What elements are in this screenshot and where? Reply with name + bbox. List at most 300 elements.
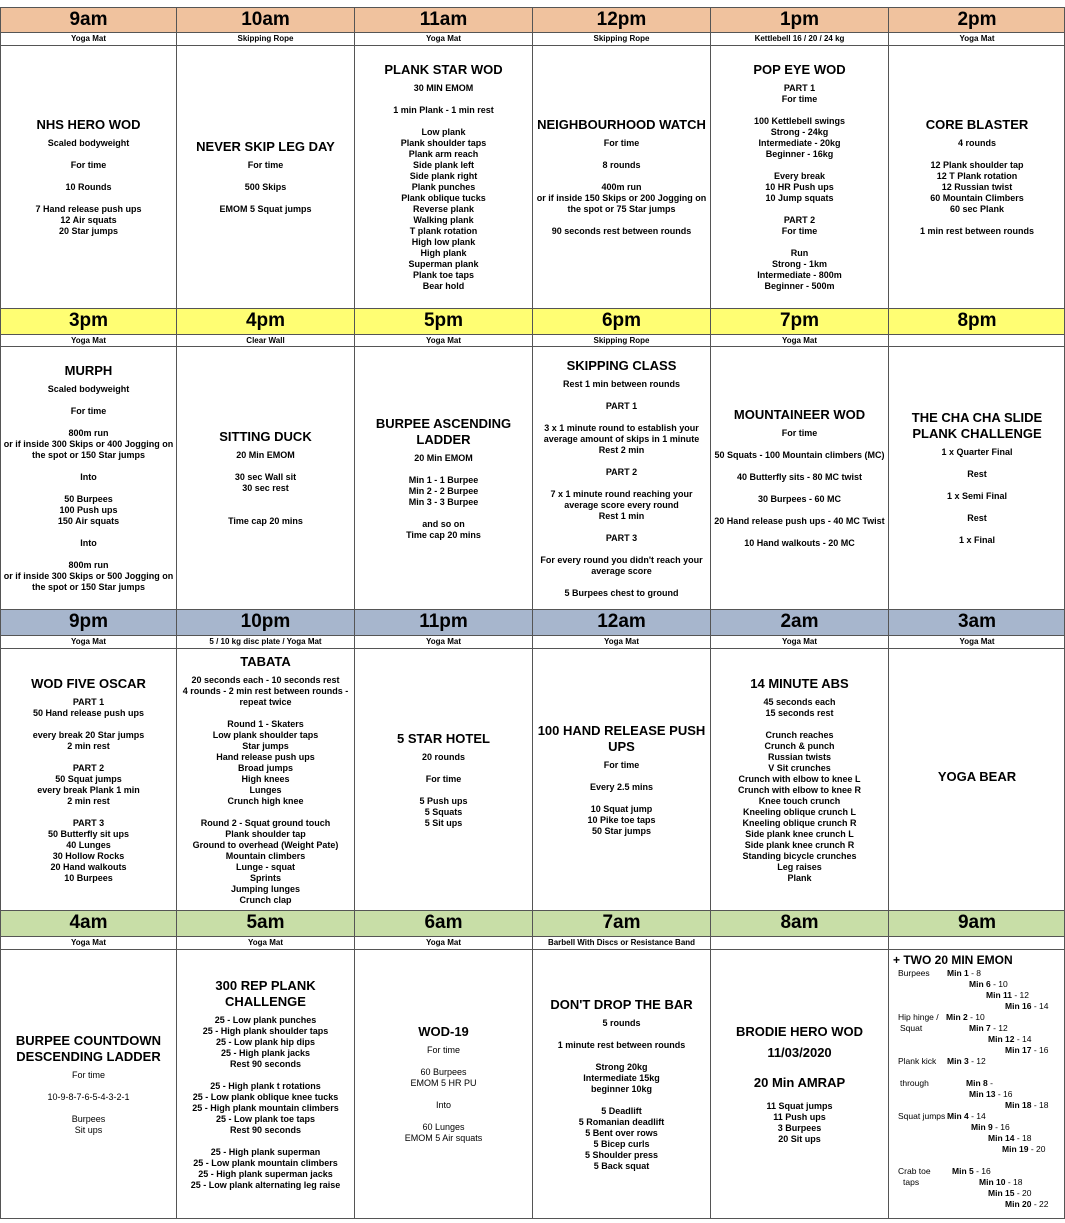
separator: - — [968, 1111, 977, 1121]
equipment-label: Yoga Mat — [888, 32, 1065, 45]
workout-line: EMOM 5 Squat jumps — [219, 204, 312, 214]
workout-line: 15 seconds rest — [765, 707, 834, 718]
workout-line: Broad jumps — [237, 762, 293, 773]
workout-content — [356, 731, 531, 829]
workout-line: Kneeling oblique crunch L — [742, 806, 856, 817]
workout-line: PART 3 — [72, 817, 105, 828]
workout-content — [712, 676, 887, 884]
workout-content — [356, 62, 531, 292]
workout-line: 50 Butterfly sit ups — [47, 828, 130, 839]
workout-line: 5 Romanian deadlift — [578, 1116, 665, 1127]
time-header: 9am — [888, 910, 1065, 936]
spacer — [534, 1095, 709, 1106]
equipment-label: Skipping Rope — [176, 32, 354, 45]
spacer — [356, 1056, 531, 1067]
workout-line: 50 Burpees — [64, 494, 113, 504]
emon-minute — [1005, 1045, 1048, 1055]
emon-minute — [1005, 1100, 1048, 1110]
workout-content — [712, 62, 887, 292]
workout-line: Crunch high knee — [227, 795, 304, 806]
workout-line: 10 Burpees — [64, 872, 113, 883]
emon-minute — [952, 1166, 991, 1176]
workout-line: Crunch clap — [239, 894, 292, 905]
workout-line: Side plank knee crunch R — [744, 839, 855, 850]
workout-line: Low plank — [421, 127, 466, 137]
spacer — [2, 149, 175, 160]
workout-line: Beginner - 16kg — [765, 149, 834, 159]
workout-line: For time — [603, 138, 640, 148]
workout-line: Intermediate 15kg — [583, 1072, 660, 1083]
workout-line: 5 Bent over rows — [585, 1127, 658, 1138]
minute-label: Min 7 — [969, 1023, 991, 1033]
workout-title: SITTING DUCK — [219, 429, 312, 444]
time-header: 3am — [888, 609, 1065, 635]
workout-title: SKIPPING CLASS — [566, 357, 677, 373]
minute-label: Min 19 — [1002, 1144, 1029, 1154]
workout-line: 10 HR Push ups — [765, 182, 834, 192]
spacer — [534, 522, 709, 533]
separator: - — [1014, 1034, 1023, 1044]
spacer — [178, 1136, 353, 1147]
minute-reps: 8 — [976, 968, 982, 978]
workout-line: For time — [781, 94, 818, 104]
spacer — [2, 752, 175, 763]
spacer — [890, 458, 1064, 469]
workout-cell — [532, 648, 710, 910]
workout-line: 10 Jump squats — [765, 193, 834, 203]
separator: - — [995, 1089, 1004, 1099]
workout-line: 5 Bicep curls — [593, 1138, 650, 1149]
workout-line: 30 sec rest — [242, 483, 289, 493]
workout-line: 50 Squats - 100 Mountain climbers (MC) — [714, 450, 885, 460]
time-header: 10pm — [176, 609, 354, 635]
workout-line: Intermediate - 800m — [757, 270, 842, 280]
time-header: 12pm — [532, 7, 710, 32]
workout-line: Lunges — [249, 784, 282, 795]
minute-label: Min 4 — [947, 1111, 969, 1121]
workout-line: For time — [426, 1045, 460, 1055]
workout-line: 100 Push ups — [59, 505, 118, 515]
workout-line: 5 Back squat — [593, 1160, 650, 1171]
workout-line: Sit ups — [74, 1124, 103, 1135]
workout-line: 20 seconds each - 10 seconds rest — [191, 674, 340, 685]
workout-line: Into — [80, 472, 97, 482]
workout-line: the spot or 150 Star jumps — [31, 450, 146, 460]
workout-line: Intermediate - 20kg — [758, 138, 841, 148]
workout-line: 500 Skips — [244, 182, 287, 192]
workout-line: Min 1 - 1 Burpee — [408, 474, 479, 485]
workout-line: For time — [603, 759, 640, 770]
workout-line: Plank shoulder tap — [225, 828, 306, 839]
workout-line: 1 x Semi Final — [946, 491, 1008, 501]
workout-content — [178, 978, 353, 1191]
minute-reps: 10 — [998, 979, 1008, 989]
minute-reps: 18 — [1013, 1177, 1023, 1187]
emon-minute — [969, 1089, 1012, 1099]
spacer — [890, 149, 1064, 160]
separator: - — [987, 1078, 993, 1088]
time-header: 7am — [532, 910, 710, 936]
equipment-label: Yoga Mat — [0, 32, 176, 45]
workout-line: and so on — [422, 518, 465, 529]
workout-content — [356, 1024, 531, 1144]
workout-line: or if inside 150 Skips or 200 Jogging on — [536, 193, 707, 203]
workout-line: 7 x 1 minute round reaching your — [550, 488, 693, 499]
workout-line: 10 Pike toe taps — [587, 814, 656, 825]
workout-cell — [176, 648, 354, 910]
spacer — [712, 439, 887, 450]
workout-title: MURPH — [64, 363, 113, 378]
workout-line: Rest 90 seconds — [229, 1124, 302, 1135]
workout-line: 10 Squat jump — [590, 803, 653, 814]
minute-reps: 16 — [1003, 1089, 1013, 1099]
minute-label: Min 1 — [947, 968, 969, 978]
minute-label: Min 12 — [988, 1034, 1015, 1044]
workout-content — [890, 410, 1064, 546]
spacer — [712, 505, 887, 516]
separator: - — [992, 1122, 1001, 1132]
workout-line: Beginner - 500m — [764, 281, 835, 291]
workout-line: 25 - Low plank punches — [214, 1014, 317, 1025]
workout-line: 150 Air squats — [57, 516, 120, 526]
separator: - — [1005, 1177, 1014, 1187]
workout-content — [534, 723, 709, 837]
workout-line: 800m run — [68, 560, 109, 570]
workout-line: 20 Star jumps — [58, 226, 119, 236]
workout-line: Standing bicycle crunches — [742, 850, 857, 861]
workout-line: 3 x 1 minute round to establish your — [544, 422, 699, 433]
workout-cell — [176, 949, 354, 1218]
spacer — [178, 807, 353, 818]
workout-cell — [0, 45, 176, 308]
spacer — [534, 544, 709, 555]
workout-cell — [176, 346, 354, 609]
spacer — [712, 204, 887, 215]
spacer — [178, 193, 353, 204]
minute-reps: 14 — [1022, 1034, 1032, 1044]
workout-date: 11/03/2020 — [767, 1044, 832, 1060]
spacer — [178, 494, 353, 505]
spacer — [712, 719, 887, 730]
separator: - — [1011, 990, 1020, 1000]
workout-line: Rest — [967, 469, 987, 479]
workout-line: beginner 10kg — [590, 1083, 653, 1094]
equipment-label: Barbell With Discs or Resistance Band — [532, 936, 710, 949]
spacer — [356, 508, 531, 519]
spacer — [534, 412, 709, 423]
emon-minute — [966, 1078, 993, 1088]
minute-label: Min 17 — [1005, 1045, 1032, 1055]
workout-line: Crunch reaches — [765, 729, 834, 740]
workout-content — [534, 117, 709, 237]
workout-line: Into — [80, 538, 97, 548]
minute-label: Min 2 — [946, 1012, 968, 1022]
spacer — [356, 785, 531, 796]
workout-line: 5 Squats — [424, 806, 463, 817]
workout-line: the spot or 150 Star jumps — [31, 582, 146, 592]
workout-line: 12 Air squats — [60, 215, 117, 225]
spacer — [712, 105, 887, 116]
spacer — [890, 502, 1064, 513]
spacer — [356, 94, 531, 105]
workout-title: NEVER SKIP LEG DAY — [196, 139, 335, 154]
workout-line: Lunge - squat — [236, 861, 295, 872]
emon-minute — [947, 1111, 986, 1121]
workout-cell — [710, 648, 888, 910]
workout-line: Knee touch crunch — [758, 795, 841, 806]
spacer — [534, 149, 709, 160]
workout-cell — [176, 45, 354, 308]
workout-line: Reverse plank — [412, 204, 475, 214]
equipment-label — [888, 936, 1065, 949]
workout-line: Crunch & punch — [764, 740, 835, 751]
workout-line: 1 x Quarter Final — [941, 447, 1013, 457]
workout-line: For time — [70, 160, 107, 170]
emon-minute — [988, 1133, 1031, 1143]
workout-cell — [354, 45, 532, 308]
minute-reps: 18 — [1022, 1133, 1032, 1143]
minute-reps: 20 — [1036, 1144, 1046, 1154]
equipment-label: Yoga Mat — [710, 635, 888, 648]
minute-label: Min 8 — [966, 1078, 988, 1088]
workout-line: Scaled bodyweight — [47, 384, 130, 394]
time-header: 9pm — [0, 609, 176, 635]
spacer — [534, 793, 709, 804]
time-header: 4pm — [176, 308, 354, 334]
workout-line: Rest 1 min between rounds — [562, 378, 681, 389]
equipment-label: Yoga Mat — [354, 635, 532, 648]
minute-label: Min 6 — [969, 979, 991, 989]
workout-line: High plank — [420, 248, 467, 258]
workout-line: 5 Push ups — [419, 795, 468, 806]
workout-line: 3 Burpees — [777, 1122, 822, 1133]
spacer — [356, 116, 531, 127]
workout-title: POP EYE WOD — [753, 62, 846, 77]
spacer — [534, 478, 709, 489]
workout-title: WOD FIVE OSCAR — [31, 675, 146, 691]
workout-line: PART 2 — [605, 466, 638, 477]
emon-minute — [1002, 1144, 1045, 1154]
separator: - — [1028, 1144, 1037, 1154]
workout-line: every break Plank 1 min — [37, 784, 140, 795]
workout-line: 25 - High plank mountain climbers — [192, 1102, 339, 1113]
workout-line: 20 Min EMOM — [414, 452, 473, 463]
emon-exercise: Crab toe — [898, 1166, 931, 1176]
workout-line: Min 2 - 2 Burpee — [408, 485, 479, 496]
workout-line: Side plank right — [409, 171, 478, 181]
workout-cell — [354, 346, 532, 609]
workout-line: 5 Sit ups — [424, 817, 463, 828]
spacer — [178, 171, 353, 182]
workout-line: Plank — [787, 872, 812, 883]
workout-line: Sprints — [249, 872, 281, 883]
workout-line: 5 Deadlift — [601, 1105, 642, 1116]
workout-cell — [354, 648, 532, 910]
minute-label: Min 20 — [1005, 1199, 1032, 1209]
workout-line: the spot or 75 Star jumps — [567, 204, 676, 214]
workout-line: 12 Plank shoulder tap — [930, 160, 1024, 170]
spacer — [890, 480, 1064, 491]
workout-cell — [0, 949, 176, 1218]
workout-line: 8 rounds — [602, 160, 641, 170]
workout-content — [534, 358, 709, 599]
workout-line: Into — [435, 1100, 451, 1110]
workout-cell — [0, 648, 176, 910]
emon-exercise: Hip hinge / — [898, 1012, 939, 1022]
workout-line: Bear hold — [422, 281, 465, 291]
workout-content — [2, 363, 175, 593]
minute-label: Min 9 — [971, 1122, 993, 1132]
workout-title: TABATA — [240, 653, 291, 669]
workout-line: 5 rounds — [602, 1017, 641, 1028]
workout-line: 1 min rest between rounds — [919, 226, 1035, 236]
workout-line: 7 Hand release push ups — [35, 204, 142, 214]
workout-line: For time — [247, 160, 284, 170]
emon-minute — [946, 1012, 985, 1022]
equipment-label: Kettlebell 16 / 20 / 24 kg — [710, 32, 888, 45]
workout-content — [890, 769, 1064, 790]
workout-line: 20 Hand release push ups - 40 MC Twist — [714, 516, 885, 526]
time-header: 10am — [176, 7, 354, 32]
workout-line: Side plank left — [412, 160, 474, 170]
equipment-label: Clear Wall — [176, 334, 354, 346]
minute-label: Min 13 — [969, 1089, 996, 1099]
workout-line: 400m run — [601, 182, 642, 192]
workout-line: PART 1 — [605, 400, 638, 411]
workout-line: Superman plank — [408, 259, 479, 269]
workout-line: Star jumps — [242, 740, 289, 751]
emon-exercise: Squat jumps — [898, 1111, 946, 1121]
workout-line: 5 Burpees chest to ground — [564, 587, 679, 598]
workout-title: 100 HAND RELEASE PUSH UPS — [537, 722, 706, 754]
spacer — [712, 461, 887, 472]
minute-label: Min 16 — [1005, 1001, 1032, 1011]
workout-title: BURPEE ASCENDING LADDER — [375, 415, 512, 447]
spacer — [2, 483, 175, 494]
equipment-label — [888, 334, 1065, 346]
workout-line: 60 sec Plank — [949, 204, 1005, 214]
workout-line: 25 - Low plank alternating leg raise — [190, 1179, 341, 1190]
spacer — [2, 461, 175, 472]
spacer — [2, 549, 175, 560]
workout-line: 40 Lunges — [66, 839, 111, 850]
workout-line: 30 Burpees - 60 MC — [757, 494, 842, 504]
workout-line: Low plank shoulder taps — [212, 729, 319, 740]
workout-line: Strong 20kg — [595, 1061, 648, 1072]
workout-line: PART 1 — [72, 696, 105, 707]
spacer — [2, 417, 175, 428]
workout-line: Run — [790, 248, 809, 258]
equipment-label: Yoga Mat — [354, 936, 532, 949]
spacer — [534, 171, 709, 182]
workout-line: 12 Russian twist — [941, 182, 1013, 192]
equipment-label: Skipping Rope — [532, 32, 710, 45]
spacer — [178, 505, 353, 516]
workout-title: BRODIE HERO WOD — [735, 1023, 864, 1039]
time-header: 7pm — [710, 308, 888, 334]
workout-line: Round 2 - Squat ground touch — [200, 817, 331, 828]
separator: - — [1031, 1100, 1040, 1110]
workout-title: THE CHA CHA SLIDE PLANK CHALLENGE — [911, 410, 1043, 441]
workout-line: 20 Sit ups — [778, 1133, 821, 1144]
workout-line: Mountain climbers — [225, 850, 306, 861]
workout-line: 10-9-8-7-6-5-4-3-2-1 — [47, 1091, 130, 1102]
spacer — [2, 719, 175, 730]
separator: - — [1031, 1045, 1040, 1055]
time-header: 6am — [354, 910, 532, 936]
workout-title: 14 MINUTE ABS — [750, 675, 849, 691]
minute-label: Min 11 — [986, 990, 1012, 1000]
workout-title: PLANK STAR WOD — [384, 62, 503, 77]
workout-content — [712, 407, 887, 549]
workout-line: 60 Burpees — [420, 1067, 467, 1077]
workout-line: 25 - Low plank mountain climbers — [193, 1157, 338, 1168]
workout-line: Time cap 20 mins — [406, 529, 481, 540]
emon-minute — [947, 1056, 986, 1066]
emon-minute — [979, 1177, 1022, 1187]
workout-line: 60 Lunges — [422, 1122, 465, 1132]
workout-line: 4 rounds - 2 min rest between rounds - — [182, 685, 349, 696]
time-header: 3pm — [0, 308, 176, 334]
workout-line: 50 Squat jumps — [55, 773, 122, 784]
emon-minute — [947, 968, 981, 978]
spacer — [534, 390, 709, 401]
workout-line: 30 sec Wall sit — [234, 472, 297, 482]
spacer — [2, 171, 175, 182]
spacer — [2, 395, 175, 406]
emon-minute — [1005, 1001, 1048, 1011]
workout-line: Every break — [773, 171, 826, 181]
time-header: 5am — [176, 910, 354, 936]
time-header: 1pm — [710, 7, 888, 32]
workout-title: BURPEE COUNTDOWN DESCENDING LADDER — [15, 1032, 162, 1064]
spacer — [534, 1029, 709, 1040]
workout-cell — [710, 949, 888, 1218]
minute-reps: 12 — [976, 1056, 986, 1066]
workout-cell — [888, 346, 1065, 609]
equipment-label: Yoga Mat — [888, 635, 1065, 648]
spacer — [534, 577, 709, 588]
workout-line: Rest — [967, 513, 987, 523]
workout-line: EMOM 5 HR PU — [410, 1078, 477, 1088]
emon-minute — [969, 1023, 1008, 1033]
workout-line: Rest 2 min — [598, 444, 645, 455]
workout-line: 90 seconds rest between rounds — [551, 226, 692, 236]
time-header: 11am — [354, 7, 532, 32]
workout-line: 40 Butterfly sits - 80 MC twist — [736, 472, 863, 482]
workout-line: 30 MIN EMOM — [413, 83, 474, 93]
workout-line: 11 Push ups — [773, 1111, 826, 1122]
workout-title: NEIGHBOURHOOD WATCH — [537, 117, 706, 132]
workout-cell — [532, 45, 710, 308]
spacer — [534, 771, 709, 782]
workout-line: V Sit crunches — [768, 762, 831, 773]
emon-minute — [986, 990, 1029, 1000]
workout-line: Crunch with elbow to knee R — [737, 784, 861, 795]
workout-content — [712, 1024, 887, 1145]
minute-reps: 16 — [1039, 1045, 1049, 1055]
spacer — [712, 483, 887, 494]
workout-title: 300 REP PLANK CHALLENGE — [215, 977, 316, 1009]
table-bottom-border — [0, 1218, 1065, 1219]
spacer — [356, 1089, 531, 1100]
workout-line: or if inside 300 Skips or 500 Jogging on — [3, 571, 174, 581]
workout-line: Kneeling oblique crunch R — [742, 817, 857, 828]
workout-line: 50 Star jumps — [591, 825, 652, 836]
equipment-label: Yoga Mat — [532, 635, 710, 648]
workout-line: For time — [781, 428, 818, 438]
equipment-label: Yoga Mat — [0, 635, 176, 648]
